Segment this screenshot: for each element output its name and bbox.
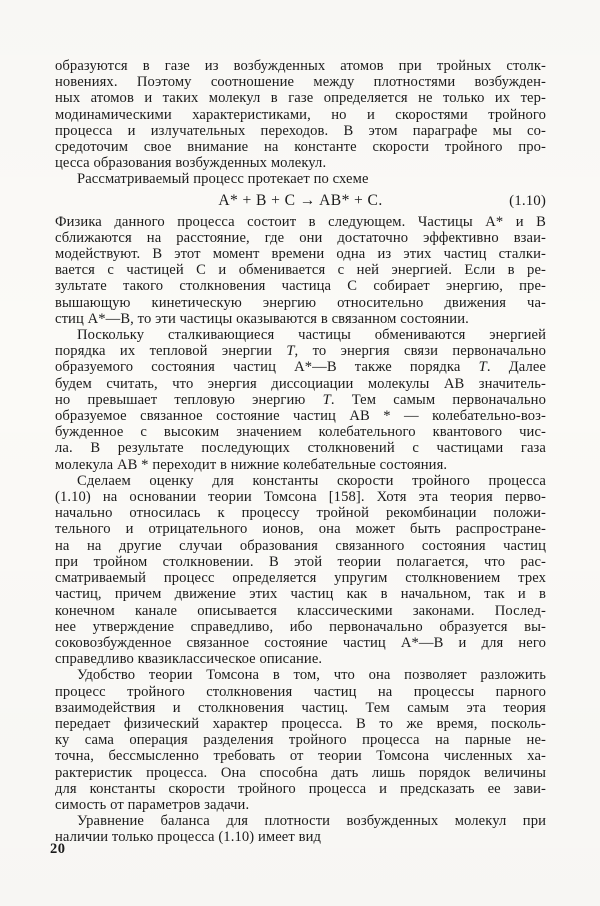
- text-line: зультате такого столкновения частица C собирает энергию, пре-: [55, 278, 546, 295]
- text-line: рактеристик процесса. Она способна дать лишь порядок величины: [55, 764, 546, 781]
- text-line: молекула AB * переходит в нижние колебательные состояния.: [55, 456, 448, 473]
- text-line: точна, бессмысленно требовать от теории Томсона численных ха-: [55, 748, 546, 765]
- paragraph: [55, 327, 546, 473]
- text-line: бужденное с высоким значением колебательного квантового чис-: [55, 424, 546, 441]
- text-line: Уравнение баланса для плотности возбужденных молекул при: [77, 813, 546, 830]
- text-line: для константы скорости тройного процесса и предсказать ее зави-: [55, 780, 546, 797]
- text-line: модинамическими характеристиками, но и скоростями тройного: [55, 106, 546, 123]
- text-line: начально относилась к процессу тройной рекомбинации положи-: [55, 505, 546, 522]
- math-variable: T: [286, 343, 295, 360]
- text-line: симость от параметров задачи.: [55, 796, 250, 813]
- equation-number: (1.10): [509, 192, 546, 209]
- text-line: при тройном столкновении. В этой теории полагается, что рас-: [55, 553, 546, 570]
- text-line: цесса образования возбужденных молекул.: [55, 155, 327, 172]
- math-variable: T: [478, 359, 487, 376]
- page-number: 20: [50, 841, 66, 857]
- math-variable: T: [322, 391, 331, 408]
- text-line: сматриваемый процесс определяется упругим столкновением трех: [55, 570, 546, 587]
- text-line: порядка их тепловой энергии T, то энергия связи первоначально: [55, 343, 546, 360]
- text-line: на на другие случаи образования связанного состояния частиц: [55, 537, 546, 554]
- text-line: сближаются на расстояние, где они достаточно эффективно взаи-: [55, 229, 546, 246]
- text-line: справедливо квазиклассическое описание.: [55, 651, 323, 668]
- text-line: образуемое связанное состояние частиц AB * — колебательно-воз-: [55, 408, 546, 425]
- text-line: средоточим свое внимание на константе скорости тройного про-: [55, 139, 546, 156]
- equation-row: [55, 191, 546, 211]
- text-line: тельного и отрицательного ионов, она может быть распростране-: [55, 521, 546, 538]
- text-line: вышающую кинетическую энергию относительно движения ча-: [55, 294, 546, 311]
- text-line: но превышает тепловую энергию T. Тем самым первоначально: [55, 391, 546, 408]
- paragraph: [55, 171, 546, 187]
- text-line: конечном канале описывается классическими законами. Послед-: [55, 602, 546, 619]
- text-line: вается с частицей C и обменивается с ней энергией. Если в ре-: [55, 262, 546, 279]
- text-line: будем считать, что энергия диссоциации молекулы AB значитель-: [55, 375, 546, 392]
- text-line: образуемого состояния частиц A*—B также порядка T. Далее: [55, 359, 546, 376]
- paragraph: [55, 813, 546, 845]
- paragraph: [55, 473, 546, 667]
- text-line: соковозбужденное связанное состояние частиц A*—B и для него: [55, 634, 546, 651]
- paragraph: [55, 214, 546, 327]
- text-line: наличии только процесса (1.10) имеет вид: [55, 829, 322, 846]
- paragraph: [55, 58, 546, 171]
- text-line: Поскольку сталкивающиеся частицы обмениваются энергией: [77, 327, 546, 344]
- text-line: ку сама операция разделения тройного процесса на парные не-: [55, 732, 546, 749]
- text-line: новениях. Поэтому соотношение между плотностями возбужден-: [55, 74, 546, 91]
- equation-formula: A* + B + C → AB* + C.: [218, 191, 383, 209]
- text-line: передает физический характер процесса. В то же время, посколь-: [55, 715, 546, 732]
- text-block: [55, 58, 546, 846]
- text-line: стиц A*—B, то эти частицы оказываются в связанном состоянии.: [55, 310, 469, 327]
- text-line: Рассматриваемый процесс протекает по схеме: [77, 171, 369, 188]
- text-line: Удобство теории Томсона в том, что она позволяет разложить: [77, 667, 546, 684]
- text-line: взаимодействия и столкновения частиц. Тем самым эта теория: [55, 699, 546, 716]
- text-line: процесса и излучательных переходов. В этом параграфе мы со-: [55, 122, 546, 139]
- text-line: нее утверждение справедливо, ибо первоначально образуется вы-: [55, 618, 546, 635]
- text-line: образуются в газе из возбужденных атомов при тройных столк-: [55, 58, 546, 74]
- text-line: модействуют. В этот момент времени одна из этих частиц сталки-: [55, 246, 546, 263]
- paragraph: [55, 667, 546, 813]
- text-line: процесс тройного столкновения частиц на процессы парного: [55, 683, 546, 700]
- text-line: частиц, причем движение этих частиц как в начальном, так и в: [55, 586, 546, 603]
- text-line: ла. В результате последующих столкновений с частицами газа: [55, 440, 546, 457]
- text-line: Сделаем оценку для константы скорости тройного процесса: [77, 472, 546, 489]
- text-line: ных атомов и таких молекул в газе определяется не только их тер-: [55, 90, 546, 107]
- text-line: (1.10) на основании теории Томсона [158]. Хотя эта теория перво-: [55, 489, 546, 506]
- text-line: Физика данного процесса состоит в следующем. Частицы A* и B: [55, 213, 546, 230]
